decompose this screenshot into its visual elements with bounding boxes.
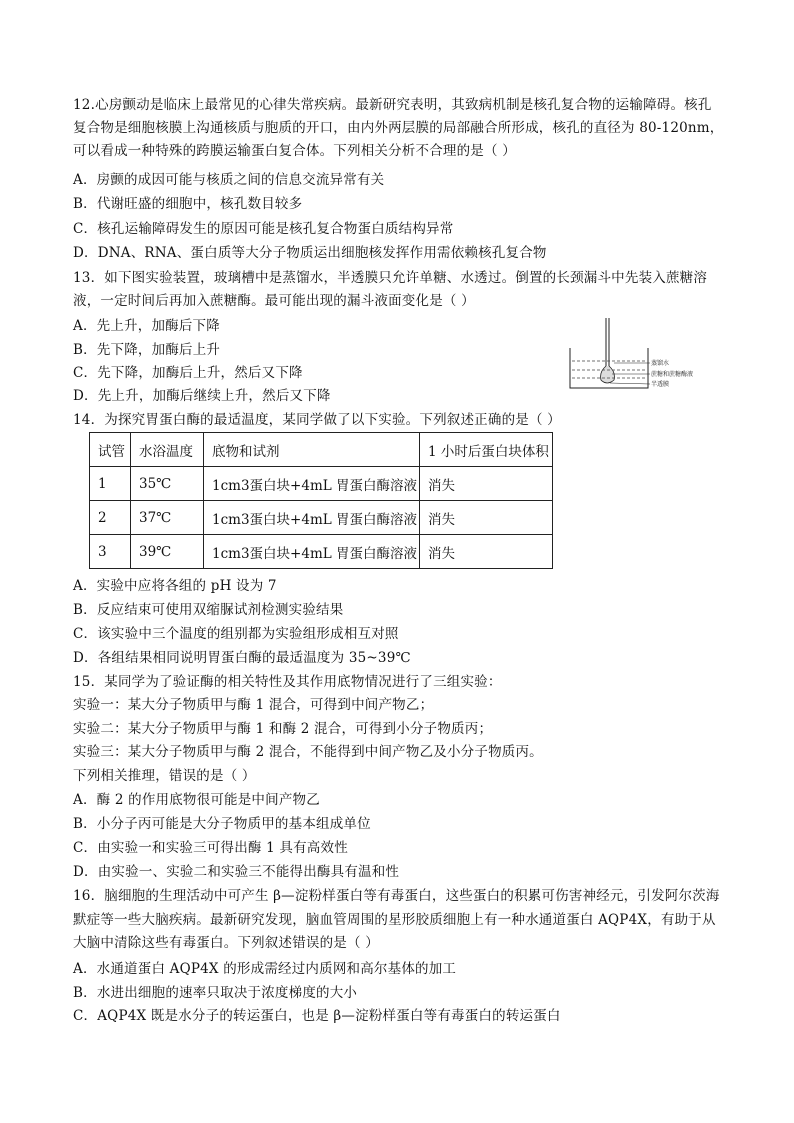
table-cell: 1cm3蛋白块+4mL 胃蛋白酶溶液 [204, 467, 420, 501]
table-row [90, 535, 553, 569]
label-semipermeable-membrane: 半透膜 [651, 381, 670, 388]
table-cell: 35℃ [131, 467, 204, 501]
table-cell: 消失 [420, 535, 553, 569]
q15-line-5: 下列相关推理，错误的是（ ） [73, 768, 256, 784]
table-header-cell: 底物和试剂 [204, 433, 420, 467]
table-cell: 消失 [420, 501, 553, 535]
q15-line-2: 实验一：某大分子物质甲与酶 1 混合，可得到中间产物乙； [73, 697, 434, 713]
table-header-cell: 水浴温度 [131, 433, 204, 467]
q16-option-a: A．水通道蛋白 AQP4X 的形成需经过内质网和高尔基体的加工 [73, 961, 457, 977]
table-cell: 1 [90, 467, 131, 501]
q16-option-b: B．水进出细胞的速率只取决于浓度梯度的大小 [73, 985, 358, 1001]
q16-stem-line-3: 大脑中清除这些有毒蛋白。下列叙述错误的是（ ） [73, 935, 379, 951]
q14-stem: 14．为探究胃蛋白酶的最适温度，某同学做了以下实验。下列叙述正确的是（ ） [73, 412, 561, 428]
q13-stem-line-1: 13．如下图实验装置，玻璃槽中是蒸馏水，半透膜只允许单糖、水透过。倒置的长颈漏斗中先装入蔗糖溶 [73, 270, 708, 286]
q15-option-c: C．由实验一和实验三可得出酶 1 具有高效性 [73, 840, 348, 856]
table-header-cell: 试管 [90, 433, 131, 467]
q15-line-4: 实验三：某大分子物质甲与酶 2 混合，不能得到中间产物乙及小分子物质丙。 [73, 744, 543, 760]
q15-line-1: 15．某同学为了验证酶的相关特性及其作用底物情况进行了三组实验： [73, 674, 502, 690]
q12-option-d: D．DNA、RNA、蛋白质等大分子物质运出细胞核发挥作用需依赖核孔复合物 [73, 245, 547, 261]
q16-option-c: C．AQP4X 既是水分子的转运蛋白，也是 β—淀粉样蛋白等有毒蛋白的转运蛋白 [73, 1008, 561, 1024]
q14-option-a: A．实验中应将各组的 pH 设为 7 [73, 578, 277, 594]
q13-option-c: C．先下降，加酶后上升，然后又下降 [73, 365, 303, 381]
q15-option-b: B．小分子丙可能是大分子物质甲的基本组成单位 [73, 816, 371, 832]
q12-stem-line-2: 复合物是细胞核膜上沟通核质与胞质的开口，由内外两层膜的局部融合所形成，核孔的直径为 80-120nm， [73, 120, 724, 136]
table-row [90, 501, 553, 535]
q13-option-b: B．先下降，加酶后上升 [73, 342, 221, 358]
q12-stem-line-1: 12.心房颤动是临床上最常见的心律失常疾病。最新研究表明，其致病机制是核孔复合物的运输障碍。核孔 [73, 97, 712, 113]
table-cell: 1cm3蛋白块+4mL 胃蛋白酶溶液 [204, 535, 420, 569]
table-cell: 1cm3蛋白块+4mL 胃蛋白酶溶液 [204, 501, 420, 535]
table-cell: 39℃ [131, 535, 204, 569]
q12-option-c: C．核孔运输障碍发生的原因可能是核孔复合物蛋白质结构异常 [73, 221, 454, 237]
q13-option-d: D．先上升，加酶后继续上升，然后又下降 [73, 388, 331, 404]
q14-experiment-table [89, 432, 553, 569]
table-cell: 消失 [420, 467, 553, 501]
q15-option-d: D．由实验一、实验二和实验三不能得出酶具有温和性 [73, 864, 400, 880]
table-header-cell: 1 小时后蛋白块体积 [420, 433, 553, 467]
label-sucrose-solution: 蔗糖和蔗糖酶液 [651, 371, 694, 378]
q14-option-d: D．各组结果相同说明胃蛋白酶的最适温度为 35~39℃ [73, 650, 411, 666]
q15-line-3: 实验二：某大分子物质甲与酶 1 和酶 2 混合，可得到小分子物质丙； [73, 721, 493, 737]
q16-stem-line-2: 默症等一些大脑疾病。最新研究发现，脑血管周围的星形胶质细胞上有一种水通道蛋白 AQP4X，有助于从 [73, 912, 716, 928]
q13-option-a: A．先上升，加酶后下降 [73, 318, 220, 334]
q12-stem-line-3: 可以看成一种特殊的跨膜运输蛋白复合体。下列相关分析不合理的是（ ） [73, 143, 516, 159]
q12-option-a: A．房颤的成因可能与核质之间的信息交流异常有关 [73, 172, 385, 188]
q14-option-b: B．反应结束可使用双缩脲试剂检测实验结果 [73, 602, 344, 618]
q13-stem-line-2: 液，一定时间后再加入蔗糖酶。最可能出现的漏斗液面变化是（ ） [73, 293, 475, 309]
table-cell: 3 [90, 535, 131, 569]
label-distilled-water: 蒸馏水 [651, 360, 670, 367]
funnel-bulb [601, 366, 615, 383]
q12-option-b: B．代谢旺盛的细胞中，核孔数目较多 [73, 196, 303, 212]
osmosis-apparatus-figure [566, 316, 694, 392]
label-leader-membrane [610, 383, 650, 384]
q14-option-c: C．该实验中三个温度的组别都为实验组形成相互对照 [73, 626, 399, 642]
q15-option-a: A．酶 2 的作用底物很可能是中间产物乙 [73, 792, 320, 808]
table-row [90, 467, 553, 501]
table-cell: 37℃ [131, 501, 204, 535]
table-header-row [90, 433, 553, 467]
q16-stem-line-1: 16．脑细胞的生理活动中可产生 β—淀粉样蛋白等有毒蛋白，这些蛋白的积累可伤害神经元，引发阿尔茨海 [73, 888, 720, 904]
table-cell: 2 [90, 501, 131, 535]
